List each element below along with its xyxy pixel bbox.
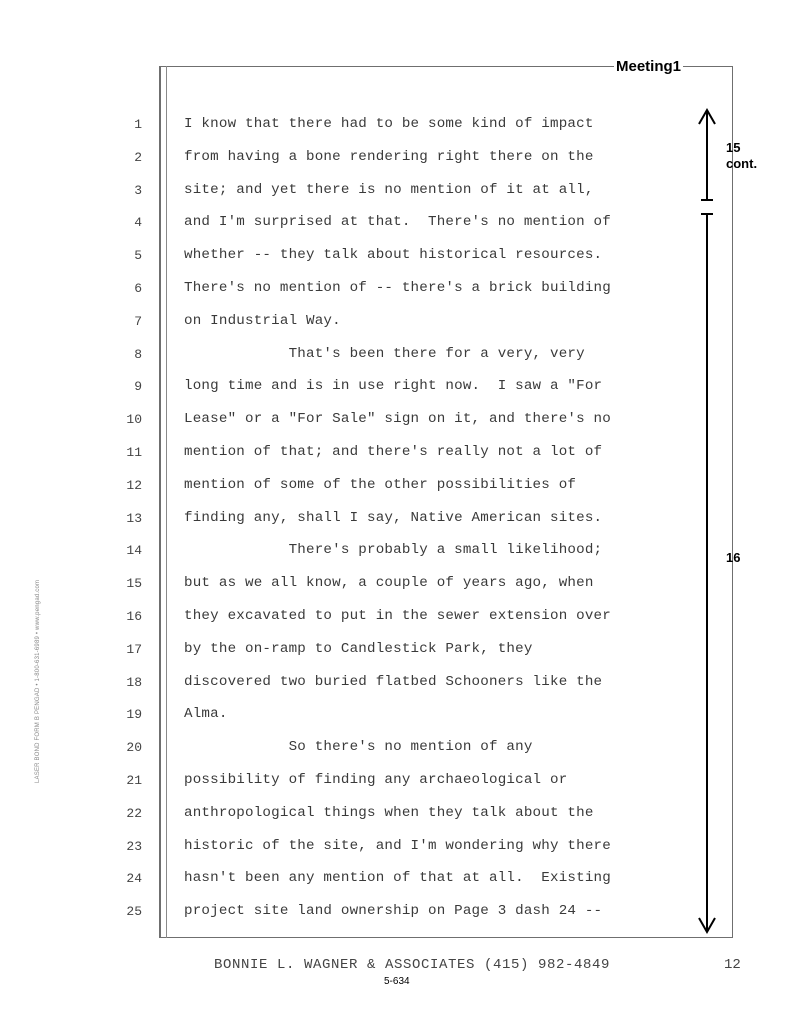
line-number: 10 (126, 412, 142, 428)
transcript-line-text: mention of some of the other possibilities of (184, 476, 577, 493)
transcript-line-text: There's probably a small likelihood; (184, 542, 603, 559)
line-number: 22 (126, 805, 142, 821)
line-number: 14 (126, 543, 142, 559)
transcript-line-text: finding any, shall I say, Native American sites. (184, 509, 603, 526)
document-number: 5-634 (384, 976, 410, 987)
transcript-line-text: long time and is in use right now. I saw a "For (184, 378, 603, 395)
line-number: 11 (126, 445, 142, 460)
comment-15-number: 15 (726, 140, 741, 155)
line-number: 1 (134, 117, 142, 132)
court-reporter-footer: BONNIE L. WAGNER & ASSOCIATES (415) 982-4849 (214, 957, 611, 973)
transcript-line-text: and I'm surprised at that. There's no mention of (184, 214, 611, 231)
line-number: 9 (134, 379, 142, 395)
transcript-line-text: mention of that; and there's really not a lot of (184, 444, 603, 460)
line-number: 8 (134, 346, 142, 362)
line-number: 2 (134, 149, 142, 165)
transcript-line-text: So there's no mention of any (184, 739, 533, 756)
transcript-line-text: discovered two buried flatbed Schooners like the (184, 673, 603, 690)
line-number: 24 (126, 871, 142, 887)
line-number: 18 (126, 674, 142, 690)
line-number: 3 (134, 182, 142, 198)
line-number: 6 (134, 281, 142, 296)
line-number: 15 (126, 576, 142, 592)
line-number: 21 (126, 773, 142, 788)
transcript-line-text: but as we all know, a couple of years ago, when (184, 575, 594, 592)
transcript-line-text: they excavated to put in the sewer extension over (184, 608, 611, 624)
transcript-page-number: 12 (724, 957, 741, 973)
transcript-line-text: on Industrial Way. (184, 312, 341, 329)
line-number: 13 (126, 510, 142, 526)
line-number: 23 (126, 838, 142, 854)
line-number: 12 (126, 477, 142, 493)
comment-16-label: 16 (726, 550, 741, 565)
transcript-line-text: historic of the site, and I'm wondering why there (184, 837, 611, 854)
transcript-line-text: project site land ownership on Page 3 dash 24 -- (184, 903, 603, 920)
comment-15-label (726, 140, 757, 172)
line-number: 5 (134, 248, 142, 264)
meeting-header: Meeting1 (616, 58, 682, 75)
transcript-line-text: That's been there for a very, very (184, 345, 585, 362)
paper-vendor-imprint: LASER BOND FORM B PENGAD • 1-800-631-6989 • www.pengad.com (35, 579, 41, 783)
line-number: 4 (134, 215, 142, 231)
transcript-line-text: There's no mention of -- there's a brick building (184, 280, 611, 296)
transcript-line-text: from having a bone rendering right there on the (184, 148, 594, 165)
line-number: 17 (126, 641, 142, 657)
transcript-line-text: anthropological things when they talk about the (184, 804, 594, 821)
transcript-line-text: Alma. (184, 706, 228, 723)
line-number: 7 (134, 313, 142, 329)
comment-15-suffix: cont. (726, 156, 758, 171)
transcript-line-text: possibility of finding any archaeological or (184, 772, 568, 788)
line-number: 25 (126, 904, 142, 920)
transcript-line-text: site; and yet there is no mention of it at all, (184, 181, 594, 198)
transcript-line-text: whether -- they talk about historical resources. (184, 247, 603, 264)
transcript-line-text: hasn't been any mention of that at all. Existing (184, 870, 611, 887)
transcript-line-text: by the on-ramp to Candlestick Park, they (184, 640, 533, 657)
line-number: 19 (126, 707, 142, 723)
line-number: 16 (126, 609, 142, 624)
transcript-line-text: I know that there had to be some kind of impact (184, 116, 594, 132)
transcript-line-text: Lease" or a "For Sale" sign on it, and there's no (184, 411, 611, 428)
line-number: 20 (126, 740, 142, 756)
